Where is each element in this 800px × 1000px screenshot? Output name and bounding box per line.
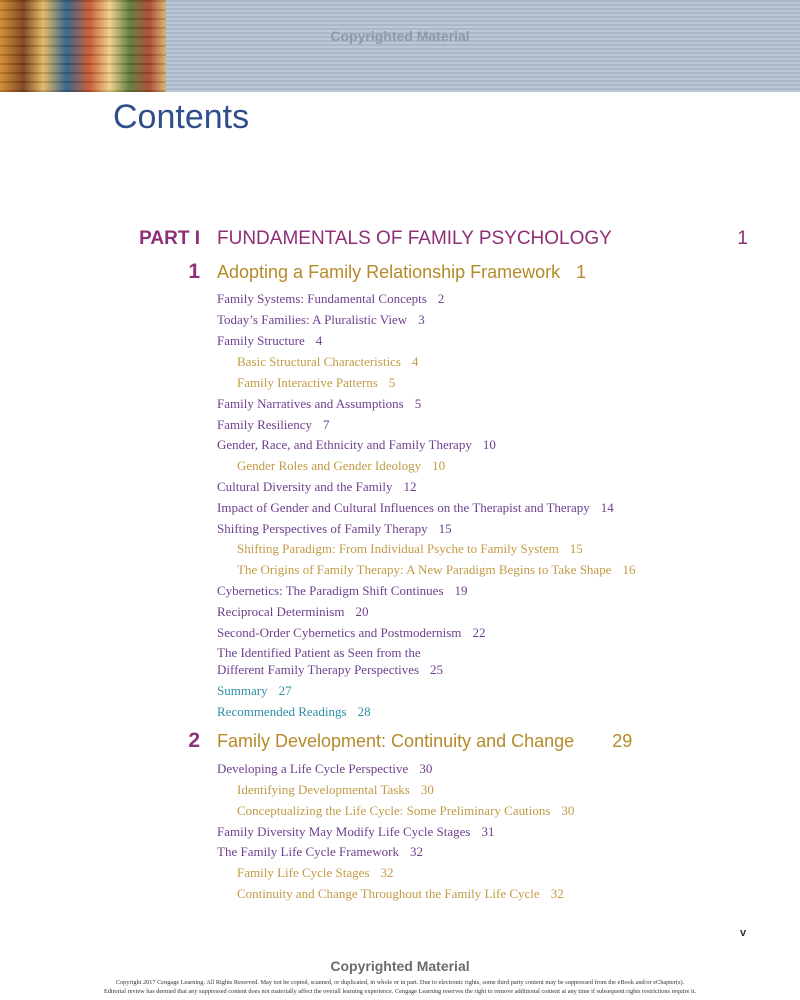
toc-subentry[interactable] bbox=[237, 540, 583, 557]
toc-entry-title: The Identified Patient as Seen from the bbox=[217, 645, 421, 660]
toc-entry-page: 22 bbox=[472, 625, 486, 640]
toc-entry-page: 7 bbox=[322, 417, 330, 432]
toc-entry-title: Family Life Cycle Stages bbox=[237, 865, 370, 880]
chapter-number: 1 bbox=[188, 260, 200, 283]
painted-townhouses-illustration bbox=[0, 0, 166, 92]
toc-entry-title: Second-Order Cybernetics and Postmodernism bbox=[217, 625, 462, 640]
watermark-bottom: Copyrighted Material bbox=[330, 958, 470, 974]
toc-entry-title: Impact of Gender and Cultural Influences on the Therapist and Therapy bbox=[217, 500, 590, 515]
toc-entry-title: Family Structure bbox=[217, 333, 305, 348]
toc-entry-page: 27 bbox=[278, 683, 292, 698]
toc-entry-title: Cultural Diversity and the Family bbox=[217, 479, 393, 494]
toc-entry[interactable] bbox=[217, 478, 416, 495]
toc-entry-title: Today’s Families: A Pluralistic View bbox=[217, 312, 408, 327]
toc-entry-title: Identifying Developmental Tasks bbox=[237, 782, 410, 797]
toc-entry[interactable] bbox=[217, 823, 494, 840]
toc-entry-page: 14 bbox=[600, 500, 614, 515]
chapter-title: Family Development: Continuity and Change bbox=[217, 731, 575, 751]
toc-entry-page: 3 bbox=[418, 312, 425, 327]
toc-entry[interactable] bbox=[217, 436, 496, 453]
toc-subentry[interactable] bbox=[237, 457, 445, 474]
toc-entry-page: 31 bbox=[481, 824, 495, 839]
part-page-number: 1 bbox=[737, 228, 748, 249]
toc-entry-title: Summary bbox=[217, 683, 268, 698]
toc-entry-page: 32 bbox=[409, 844, 423, 859]
toc-entry-title: Family Diversity May Modify Life Cycle Stages bbox=[217, 824, 471, 839]
toc-summary-entry[interactable] bbox=[217, 682, 292, 699]
toc-entry-title: Shifting Paradigm: From Individual Psyche to Family System bbox=[237, 541, 559, 556]
toc-entry-title: Recommended Readings bbox=[217, 704, 347, 719]
toc-subentry[interactable] bbox=[237, 885, 564, 902]
toc-entry[interactable] bbox=[217, 332, 322, 349]
toc-entry-title: Family Resiliency bbox=[217, 417, 312, 432]
part-heading[interactable] bbox=[0, 228, 800, 252]
toc-entry[interactable] bbox=[217, 290, 444, 307]
toc-entry-title: The Family Life Cycle Framework bbox=[217, 844, 399, 859]
toc-entry[interactable] bbox=[217, 624, 485, 641]
toc-entry-page: 30 bbox=[419, 761, 433, 776]
chapter-title: Adopting a Family Relationship Framework bbox=[217, 262, 561, 282]
toc-entry-page: 5 bbox=[414, 396, 422, 411]
toc-entry[interactable] bbox=[217, 499, 614, 516]
toc-entry[interactable] bbox=[217, 582, 468, 599]
toc-entry-title: Family Interactive Patterns bbox=[237, 375, 378, 390]
toc-entry-page: 28 bbox=[357, 704, 371, 719]
toc-entry-page: 2 bbox=[437, 291, 445, 306]
chapter-number: 2 bbox=[188, 729, 200, 752]
toc-entry-page: 4 bbox=[411, 354, 419, 369]
toc-entry-title-continued: Different Family Therapy Perspectives bbox=[217, 662, 420, 677]
copyright-line-1: Copyright 2017 Cengage Learning. All Rights Reserved. May not be copied, scanned, or duplicated, in whole or in part. Due to electronic rights, some third party content may be suppressed from the eBook and/or eChapter(s). bbox=[115, 979, 685, 986]
toc-entry-page: 20 bbox=[355, 604, 369, 619]
toc-entry-title: The Origins of Family Therapy: A New Paradigm Begins to Take Shape bbox=[237, 562, 612, 577]
toc-entry-page: 12 bbox=[403, 479, 417, 494]
toc-entry-page: 15 bbox=[569, 541, 583, 556]
toc-entry-page: 10 bbox=[432, 458, 446, 473]
page-title: Contents bbox=[113, 98, 250, 136]
toc-entry-page: 32 bbox=[380, 865, 394, 880]
copyright-line-2: Editorial review has deemed that any suppressed content does not materially affect the overall learning experience. Cengage Learning reserves the right to remove additional content at any time if subsequent rights restrictions require it. bbox=[103, 988, 697, 995]
toc-entry-page: 5 bbox=[388, 375, 396, 390]
copyright-notice bbox=[0, 978, 800, 996]
toc-entry-title: Gender Roles and Gender Ideology bbox=[237, 458, 422, 473]
toc-entry-title: Family Systems: Fundamental Concepts bbox=[217, 291, 427, 306]
toc-entry[interactable] bbox=[217, 311, 425, 328]
toc-entry-title: Conceptualizing the Life Cycle: Some Preliminary Cautions bbox=[237, 803, 551, 818]
toc-readings-entry[interactable] bbox=[217, 703, 371, 720]
toc-entry-title: Cybernetics: The Paradigm Shift Continues bbox=[217, 583, 444, 598]
toc-entry-title: Reciprocal Determinism bbox=[217, 604, 345, 619]
toc-entry-title: Continuity and Change Throughout the Family Life Cycle bbox=[237, 886, 540, 901]
toc-entry-page: 30 bbox=[561, 803, 575, 818]
chapter-heading-1[interactable] bbox=[0, 262, 800, 288]
toc-entry-title: Family Narratives and Assumptions bbox=[217, 396, 404, 411]
toc-entry-page: 16 bbox=[622, 562, 636, 577]
toc-entry-page: 15 bbox=[438, 521, 452, 536]
part-title: FUNDAMENTALS OF FAMILY PSYCHOLOGY bbox=[217, 228, 612, 249]
toc-entry[interactable] bbox=[217, 520, 452, 537]
toc-subentry[interactable] bbox=[237, 561, 635, 578]
toc-entry[interactable] bbox=[217, 760, 432, 777]
watermark-top: Copyrighted Material bbox=[330, 28, 470, 44]
toc-subentry[interactable] bbox=[237, 781, 434, 798]
toc-subentry[interactable] bbox=[237, 802, 574, 819]
toc-subentry[interactable] bbox=[237, 353, 418, 370]
toc-entry-multiline[interactable] bbox=[217, 644, 443, 678]
toc-entry-page: 10 bbox=[482, 437, 496, 452]
toc-entry[interactable] bbox=[217, 603, 368, 620]
chapter-heading-2[interactable] bbox=[0, 731, 800, 757]
part-label: PART I bbox=[139, 228, 200, 249]
toc-entry[interactable] bbox=[217, 395, 421, 412]
toc-entry-page: 19 bbox=[454, 583, 468, 598]
toc-entry[interactable] bbox=[217, 843, 423, 860]
toc-entry-page: 30 bbox=[420, 782, 434, 797]
toc-entry[interactable] bbox=[217, 416, 329, 433]
chapter-page-number: 1 bbox=[576, 262, 587, 282]
toc-entry-page: 4 bbox=[315, 333, 323, 348]
toc-subentry[interactable] bbox=[237, 374, 395, 391]
toc-entry-title: Gender, Race, and Ethnicity and Family Therapy bbox=[217, 437, 472, 452]
toc-entry-title: Basic Structural Characteristics bbox=[237, 354, 401, 369]
page-number: v bbox=[740, 927, 747, 939]
toc-entry-page: 32 bbox=[550, 886, 564, 901]
toc-entry-page: 25 bbox=[430, 662, 444, 677]
toc-entry-title: Shifting Perspectives of Family Therapy bbox=[217, 521, 428, 536]
toc-entry-title: Developing a Life Cycle Perspective bbox=[217, 761, 409, 776]
chapter-page-number: 29 bbox=[612, 731, 633, 751]
toc-subentry[interactable] bbox=[237, 864, 394, 881]
